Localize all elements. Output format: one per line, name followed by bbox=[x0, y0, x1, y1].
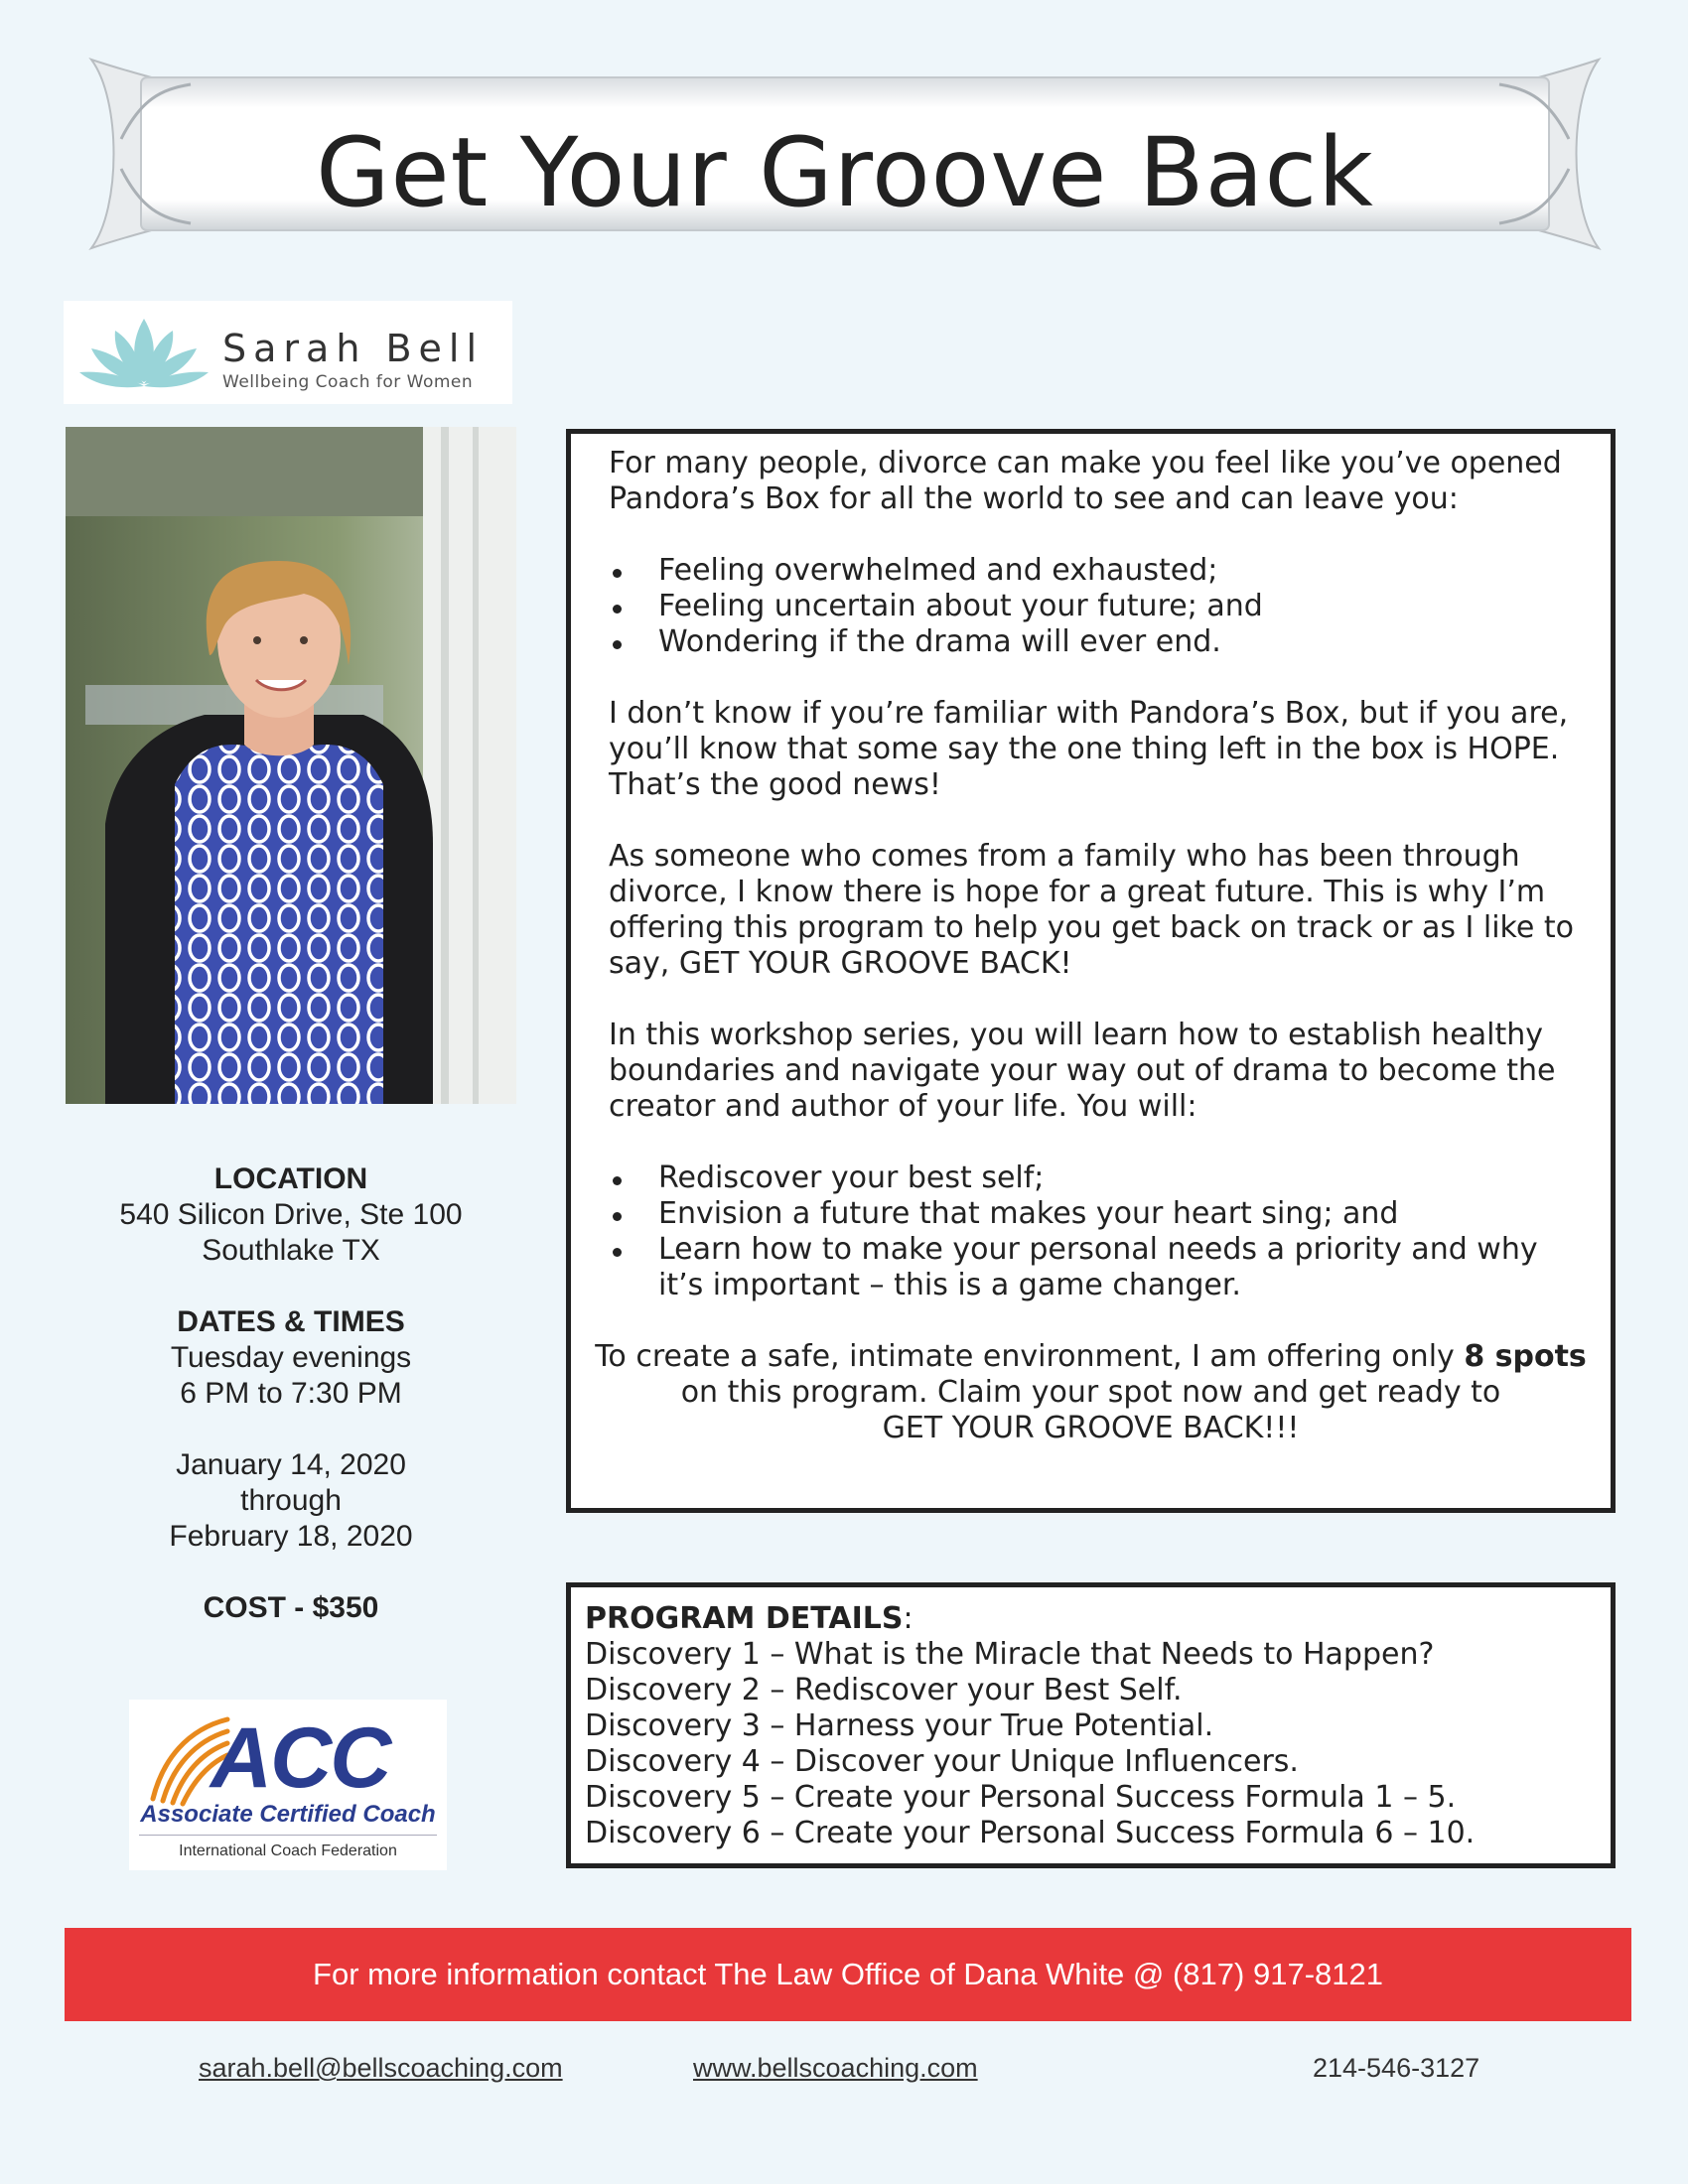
acc-organization: International Coach Federation bbox=[179, 1843, 397, 1859]
closing-text-post: on this program. Claim your spot now and get ready to bbox=[680, 1375, 1501, 1410]
lotus-icon bbox=[70, 301, 218, 404]
hope-paragraph: I don’t know if you’re familiar with Pandora’s Box, but if you are, you’ll know that some say the one thing left in the box is HOPE. That’s the good news! bbox=[609, 696, 1569, 802]
list-item: Feeling uncertain about your future; and bbox=[609, 589, 1581, 624]
description-box bbox=[566, 429, 1616, 1513]
cost-label: COST - $350 bbox=[203, 1591, 379, 1624]
schedule-day: Tuesday evenings bbox=[170, 1341, 412, 1374]
outcomes-list bbox=[609, 1160, 1581, 1303]
workshop-paragraph: In this workshop series, you will learn how to establish healthy boundaries and navigate your way out of drama to become the creator and author of your life. You will: bbox=[609, 1018, 1556, 1124]
acc-title: Associate Certified Coach bbox=[140, 1801, 436, 1828]
closing-text-pre: To create a safe, intimate environment, I am offering only bbox=[595, 1339, 1465, 1374]
contact-bar: For more information contact The Law Office of Dana White @ (817) 917-8121 bbox=[65, 1928, 1631, 2021]
list-item: Learn how to make your personal needs a priority and why it’s important – this is a game changer. bbox=[609, 1232, 1581, 1303]
location-heading: LOCATION bbox=[213, 1162, 368, 1195]
through-label: through bbox=[240, 1484, 342, 1517]
coach-photo bbox=[66, 427, 516, 1104]
list-item: Wondering if the drama will ever end. bbox=[609, 624, 1581, 660]
email-link[interactable]: sarah.bell@bellscoaching.com bbox=[199, 2053, 563, 2083]
story-paragraph: As someone who comes from a family who has been through divorce, I know there is hope for a great future. This is why I’m offering this program to help you get back on track or as I like to say, GET YOUR GROOVE BACK! bbox=[609, 839, 1574, 981]
dates-heading: DATES & TIMES bbox=[177, 1305, 405, 1338]
program-item: Discovery 2 – Rediscover your Best Self. bbox=[585, 1673, 1183, 1707]
program-details-box bbox=[566, 1582, 1616, 1868]
program-item: Discovery 5 – Create your Personal Success Formula 1 – 5. bbox=[585, 1780, 1457, 1815]
program-item: Discovery 3 – Harness your True Potential. bbox=[585, 1708, 1214, 1743]
brand-logo bbox=[64, 301, 512, 404]
end-date: February 18, 2020 bbox=[169, 1520, 413, 1553]
acc-divider bbox=[139, 1835, 437, 1836]
start-date: January 14, 2020 bbox=[176, 1448, 406, 1481]
closing-call: GET YOUR GROOVE BACK!!! bbox=[882, 1411, 1300, 1445]
acc-letters: ACC bbox=[211, 1710, 390, 1806]
program-item: Discovery 1 – What is the Miracle that Needs to Happen? bbox=[585, 1637, 1435, 1672]
program-item: Discovery 4 – Discover your Unique Influencers. bbox=[585, 1744, 1299, 1779]
address-line-2: Southlake TX bbox=[202, 1234, 380, 1267]
event-info bbox=[64, 1161, 518, 1626]
schedule-time: 6 PM to 7:30 PM bbox=[180, 1377, 402, 1410]
list-item: Feeling overwhelmed and exhausted; bbox=[609, 553, 1581, 589]
feelings-list bbox=[609, 553, 1581, 660]
page-title: Get Your Groove Back bbox=[316, 117, 1374, 228]
closing-paragraph bbox=[581, 1339, 1601, 1446]
program-heading-row bbox=[585, 1601, 1611, 1637]
list-item: Envision a future that makes your heart sing; and bbox=[609, 1196, 1581, 1232]
logo-name: Sarah Bell bbox=[222, 327, 485, 370]
address-line-1: 540 Silicon Drive, Ste 100 bbox=[119, 1198, 463, 1231]
list-item: Rediscover your best self; bbox=[609, 1160, 1581, 1196]
program-heading: PROGRAM DETAILS bbox=[585, 1601, 904, 1636]
spots-count: 8 spots bbox=[1464, 1339, 1587, 1374]
title-banner bbox=[62, 40, 1628, 268]
acc-logo bbox=[129, 1700, 447, 1870]
program-item: Discovery 6 – Create your Personal Success Formula 6 – 10. bbox=[585, 1816, 1476, 1850]
website-link[interactable]: www.bellscoaching.com bbox=[693, 2053, 978, 2083]
program-heading-colon: : bbox=[903, 1601, 914, 1636]
logo-tagline: Wellbeing Coach for Women bbox=[222, 372, 474, 392]
intro-paragraph: For many people, divorce can make you feel like you’ve opened Pandora’s Box for all the world to see and can leave you: bbox=[609, 446, 1562, 516]
phone-number: 214-546-3127 bbox=[1313, 2053, 1480, 2083]
